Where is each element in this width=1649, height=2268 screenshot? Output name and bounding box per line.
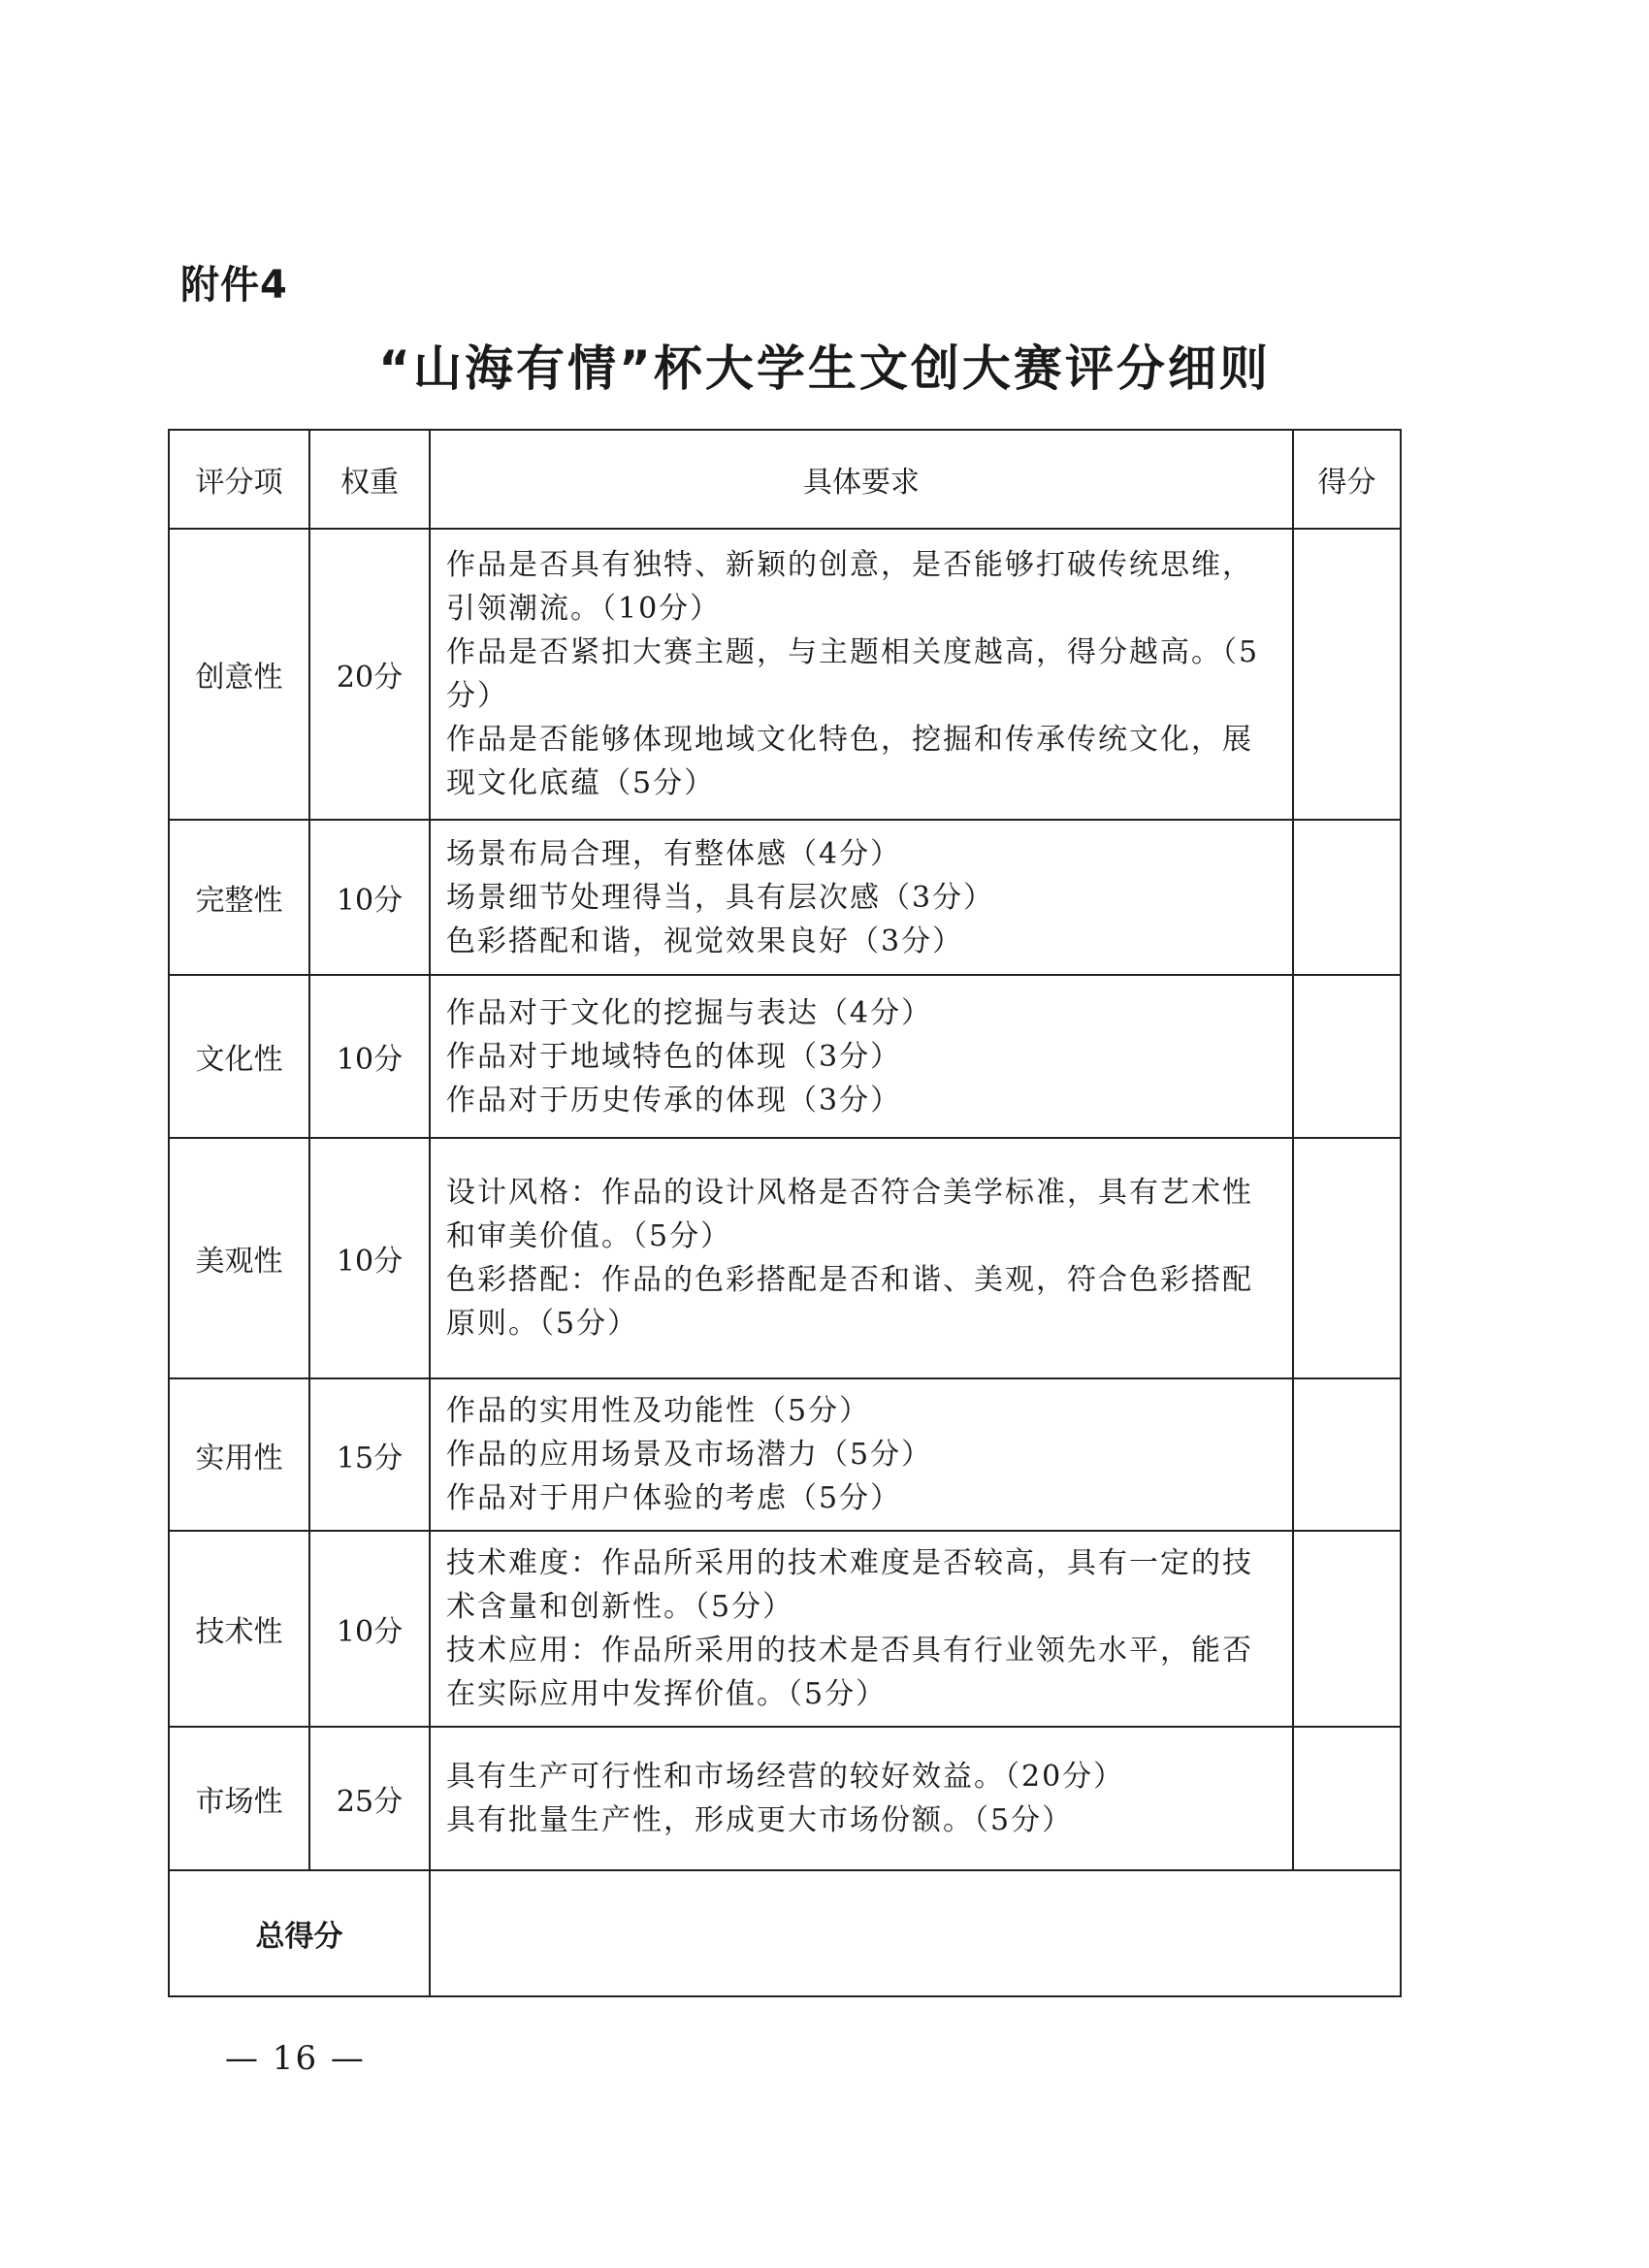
row-requirements xyxy=(430,1727,1293,1870)
requirement-line: 作品是否能够体现地域文化特色，挖掘和传承传统文化，展现文化底蕴（5分） xyxy=(446,723,1253,800)
row-item: 文化性 xyxy=(169,975,309,1138)
row-score-cell[interactable] xyxy=(1293,529,1401,820)
row-weight: 10分 xyxy=(309,1138,430,1378)
requirement-line: 场景布局合理，有整体感（4分） xyxy=(446,836,902,871)
requirement-line: 作品对于用户体验的考虑（5分） xyxy=(446,1481,902,1515)
row-weight: 10分 xyxy=(309,1531,430,1727)
table-row xyxy=(169,975,1401,1138)
requirement-line: 具有生产可行性和市场经营的较好效益。（20分） xyxy=(446,1760,1125,1794)
requirement-line: 作品对于地域特色的体现（3分） xyxy=(446,1039,902,1074)
table-header-row xyxy=(169,430,1401,529)
row-score-cell[interactable] xyxy=(1293,1378,1401,1531)
table-row xyxy=(169,1531,1401,1727)
row-score-cell[interactable] xyxy=(1293,1138,1401,1378)
requirement-line: 作品是否紧扣大赛主题，与主题相关度越高，得分越高。（5分） xyxy=(446,635,1260,713)
row-score-cell[interactable] xyxy=(1293,1727,1401,1870)
row-weight: 25分 xyxy=(309,1727,430,1870)
row-item: 美观性 xyxy=(169,1138,309,1378)
requirement-line: 设计风格：作品的设计风格是否符合美学标准，具有艺术性和审美价值。（5分） xyxy=(446,1176,1253,1253)
requirement-line: 作品的实用性及功能性（5分） xyxy=(446,1394,871,1428)
requirement-line: 场景细节处理得当，具有层次感（3分） xyxy=(446,880,995,915)
requirement-line: 色彩搭配和谐，视觉效果良好（3分） xyxy=(446,923,964,958)
header-score: 得分 xyxy=(1293,430,1401,529)
header-weight: 权重 xyxy=(309,430,430,529)
requirement-line: 具有批量生产性，形成更大市场份额。（5分） xyxy=(446,1803,1074,1837)
requirement-line: 作品对于历史传承的体现（3分） xyxy=(446,1083,902,1118)
row-weight: 15分 xyxy=(309,1378,430,1531)
requirement-line: 技术难度：作品所采用的技术难度是否较高，具有一定的技术含量和创新性。（5分） xyxy=(446,1546,1253,1624)
row-requirements xyxy=(430,1138,1293,1378)
attachment-label: 附件4 xyxy=(180,263,288,308)
header-item: 评分项 xyxy=(169,430,309,529)
row-weight: 20分 xyxy=(309,529,430,820)
total-row xyxy=(169,1870,1401,1996)
scoring-table xyxy=(168,429,1402,1997)
total-score-cell[interactable] xyxy=(430,1870,1401,1996)
table-row xyxy=(169,820,1401,975)
requirement-line: 色彩搭配：作品的色彩搭配是否和谐、美观，符合色彩搭配原则。（5分） xyxy=(446,1263,1253,1341)
row-item: 市场性 xyxy=(169,1727,309,1870)
row-requirements xyxy=(430,820,1293,975)
table-row xyxy=(169,1138,1401,1378)
requirement-line: 技术应用：作品所采用的技术是否具有行业领先水平，能否在实际应用中发挥价值。（5分） xyxy=(446,1634,1253,1711)
page-number: — 16 — xyxy=(225,2039,366,2078)
row-weight: 10分 xyxy=(309,820,430,975)
row-weight: 10分 xyxy=(309,975,430,1138)
table-row xyxy=(169,1727,1401,1870)
row-score-cell[interactable] xyxy=(1293,975,1401,1138)
row-requirements xyxy=(430,1378,1293,1531)
table-row xyxy=(169,529,1401,820)
row-requirements xyxy=(430,529,1293,820)
header-requirements: 具体要求 xyxy=(430,430,1293,529)
row-requirements xyxy=(430,975,1293,1138)
row-requirements xyxy=(430,1531,1293,1727)
total-label: 总得分 xyxy=(169,1870,430,1996)
row-score-cell[interactable] xyxy=(1293,820,1401,975)
row-item: 创意性 xyxy=(169,529,309,820)
page-title: “山海有情”杯大学生文创大赛评分细则 xyxy=(378,340,1271,397)
requirement-line: 作品对于文化的挖掘与表达（4分） xyxy=(446,995,933,1030)
row-score-cell[interactable] xyxy=(1293,1531,1401,1727)
row-item: 实用性 xyxy=(169,1378,309,1531)
row-item: 完整性 xyxy=(169,820,309,975)
row-item: 技术性 xyxy=(169,1531,309,1727)
requirement-line: 作品是否具有独特、新颖的创意，是否能够打破传统思维，引领潮流。（10分） xyxy=(446,548,1253,626)
table-row xyxy=(169,1378,1401,1531)
requirement-line: 作品的应用场景及市场潜力（5分） xyxy=(446,1438,933,1472)
